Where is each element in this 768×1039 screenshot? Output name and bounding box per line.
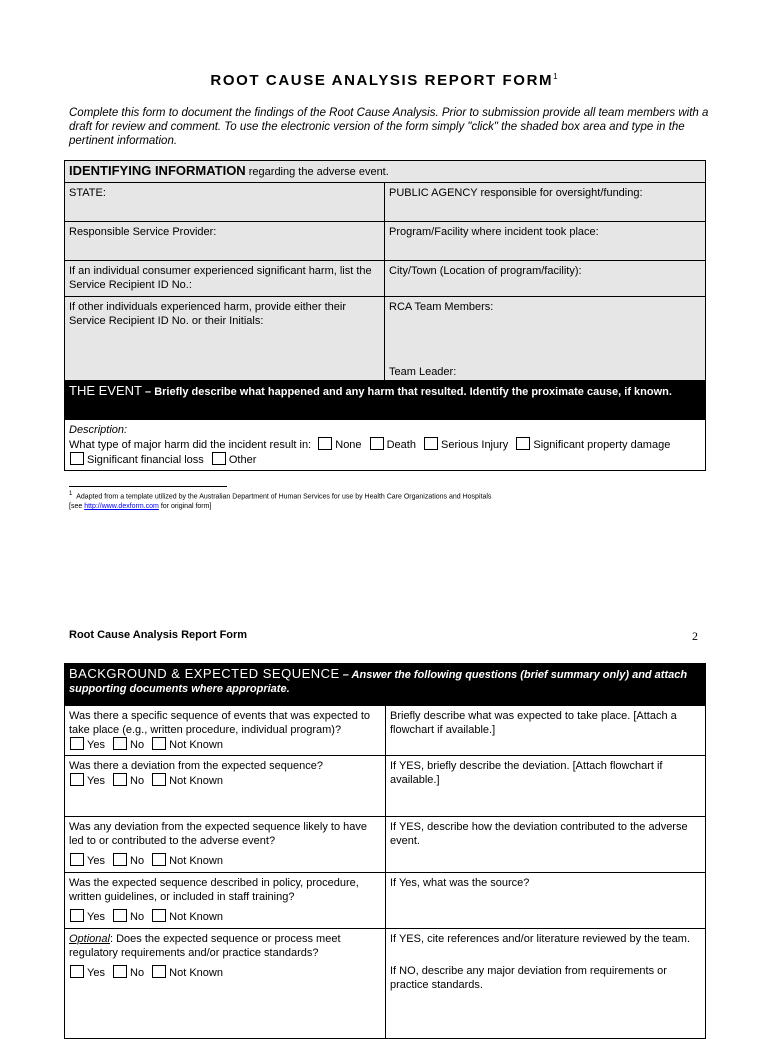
footnote-text: for original form] — [158, 503, 212, 511]
answer-no[interactable] — [112, 965, 144, 980]
identifying-table — [64, 160, 706, 471]
checkbox-icon[interactable] — [70, 853, 84, 866]
sequence-question-2 — [65, 756, 386, 817]
sequence-followup-5[interactable] — [386, 929, 706, 1039]
title-footnote-mark: 1 — [553, 72, 558, 81]
harm-question-text: What type of major harm did the incident result in: — [69, 439, 312, 451]
sequence-followup-1[interactable]: Briefly describe what was expected to take place. [Attach a flowchart if available.] — [386, 706, 706, 756]
footnote-line-2 — [69, 502, 491, 512]
optional-label: Optional — [69, 933, 110, 945]
question-text: Was the expected sequence described in policy, procedure, written guidelines, or included in staff training? — [69, 877, 359, 903]
checkbox-icon[interactable] — [70, 773, 84, 786]
footnote — [69, 489, 491, 512]
background-table — [64, 663, 706, 1039]
checkbox-icon[interactable] — [152, 773, 166, 786]
rca-team-members-label: RCA Team Members: — [389, 301, 494, 313]
checkbox-icon[interactable] — [212, 452, 226, 465]
checkbox-icon[interactable] — [113, 853, 127, 866]
answer-label: No — [130, 855, 145, 867]
event-description-label: Description: — [69, 424, 128, 436]
answer-label: No — [130, 967, 145, 979]
answer-label: Not Known — [169, 775, 223, 787]
sequence-question-4 — [65, 873, 386, 929]
answer-options — [69, 773, 381, 788]
public-agency-field[interactable]: PUBLIC AGENCY responsible for oversight/funding: — [385, 183, 706, 222]
sequence-question-1 — [65, 706, 386, 756]
followup-yes-text: If YES, cite references and/or literature reviewed by the team. — [390, 933, 691, 945]
footnote-text: Adapted from a template utilized by the Australian Department of Human Services for use by Health Care Organizations and Hospitals — [76, 493, 492, 501]
followup-no-text: If NO, describe any major deviation from requirements or practice standards. — [390, 965, 667, 991]
answer-yes[interactable] — [69, 737, 105, 752]
footnote-mark: 1 — [69, 491, 73, 497]
identifying-header-suffix: regarding the adverse event. — [245, 166, 389, 178]
answer-yes[interactable] — [69, 773, 105, 788]
answer-label: Not Known — [169, 911, 223, 923]
form-title-text: ROOT CAUSE ANALYSIS REPORT FORM — [210, 72, 554, 89]
answer-no[interactable] — [112, 773, 144, 788]
form-title — [0, 72, 768, 89]
checkbox-icon[interactable] — [152, 909, 166, 922]
footnote-text: [see — [69, 503, 85, 511]
harm-option-label: Significant financial loss — [87, 454, 204, 466]
checkbox-icon[interactable] — [113, 773, 127, 786]
answer-options — [69, 909, 381, 924]
program-facility-field[interactable]: Program/Facility where incident took place: — [385, 222, 706, 261]
harm-option-property-damage[interactable] — [515, 439, 670, 451]
answer-yes[interactable] — [69, 965, 105, 980]
harm-option-financial-loss[interactable] — [69, 452, 204, 467]
answer-no[interactable] — [112, 909, 144, 924]
harm-option-label: Serious Injury — [441, 439, 509, 451]
answer-label: Yes — [87, 775, 105, 787]
harm-option-none[interactable] — [317, 437, 361, 452]
sequence-followup-2[interactable]: If YES, briefly describe the deviation. [Attach flowchart if available.] — [386, 756, 706, 817]
checkbox-icon[interactable] — [318, 437, 332, 450]
checkbox-icon[interactable] — [152, 965, 166, 978]
answer-label: Not Known — [169, 855, 223, 867]
answer-not-known[interactable] — [151, 773, 223, 788]
answer-label: Yes — [87, 967, 105, 979]
question-text: Was there a deviation from the expected sequence? — [69, 760, 323, 772]
sequence-followup-3[interactable]: If YES, describe how the deviation contributed to the adverse event. — [386, 817, 706, 873]
answer-not-known[interactable] — [151, 965, 223, 980]
answer-no[interactable] — [112, 737, 144, 752]
question-body: : Does the expected sequence or process meet regulatory requirements and/or practice standards? — [69, 933, 341, 959]
answer-label: Yes — [87, 911, 105, 923]
answer-yes[interactable] — [69, 909, 105, 924]
checkbox-icon[interactable] — [424, 437, 438, 450]
dexform-link[interactable]: http://www.dexform.com — [84, 503, 159, 511]
answer-label: Yes — [87, 739, 105, 751]
question-text — [69, 932, 381, 960]
answer-label: No — [130, 911, 145, 923]
other-individuals-field[interactable]: If other individuals experienced harm, provide either their Service Recipient ID No. or their Initials: — [65, 297, 385, 381]
identifying-header-title: IDENTIFYING INFORMATION — [69, 163, 246, 178]
footnote-line-1 — [69, 489, 491, 502]
answer-label: Not Known — [169, 739, 223, 751]
harm-option-label: Significant property damage — [533, 439, 671, 451]
checkbox-icon[interactable] — [113, 737, 127, 750]
checkbox-icon[interactable] — [152, 853, 166, 866]
background-header-desc: – Answer the following questions (brief summary only) and attach supporting documents where appropriate. — [69, 669, 688, 695]
checkbox-icon[interactable] — [370, 437, 384, 450]
city-town-field[interactable]: City/Town (Location of program/facility): — [385, 261, 706, 297]
answer-options — [69, 737, 381, 752]
answer-label: No — [130, 775, 145, 787]
identifying-header — [65, 161, 706, 183]
checkbox-icon[interactable] — [113, 909, 127, 922]
harm-option-label: Death — [386, 439, 416, 451]
harm-option-serious-injury[interactable] — [423, 437, 508, 452]
event-header — [65, 381, 706, 420]
harm-option-other[interactable] — [211, 452, 257, 467]
harm-option-label: None — [335, 439, 362, 451]
footnote-divider — [69, 486, 227, 487]
background-header-title: BACKGROUND & EXPECTED SEQUENCE — [69, 666, 340, 681]
answer-yes[interactable] — [69, 853, 105, 868]
answer-not-known[interactable] — [151, 853, 223, 868]
state-field[interactable]: STATE: — [65, 183, 385, 222]
answer-label: No — [130, 739, 145, 751]
sequence-question-5 — [65, 929, 386, 1039]
answer-options — [69, 853, 381, 868]
event-header-desc: – Briefly describe what happened and any harm that resulted. Identify the proximate cause, if known. — [141, 386, 672, 398]
rca-team-field[interactable] — [385, 297, 706, 381]
sequence-question-3 — [65, 817, 386, 873]
checkbox-icon[interactable] — [70, 737, 84, 750]
question-text: Was there a specific sequence of events that was expected to take place (e.g., written procedure, individual program)? — [69, 710, 371, 736]
harm-type-question — [69, 437, 701, 467]
harm-option-label: Other — [228, 454, 257, 466]
running-header: Root Cause Analysis Report Form — [69, 629, 248, 641]
answer-not-known[interactable] — [151, 909, 223, 924]
checkbox-icon[interactable] — [113, 965, 127, 978]
answer-options — [69, 965, 381, 980]
harm-option-death[interactable] — [369, 437, 416, 452]
background-header — [65, 664, 706, 706]
page-number: 2 — [692, 629, 698, 643]
checkbox-icon[interactable] — [70, 965, 84, 978]
service-provider-field[interactable]: Responsible Service Provider: — [65, 222, 385, 261]
checkbox-icon[interactable] — [70, 452, 84, 465]
answer-not-known[interactable] — [151, 737, 223, 752]
service-recipient-id-field[interactable]: If an individual consumer experienced significant harm, list the Service Recipient ID No.: — [65, 261, 385, 297]
event-header-title: THE EVENT — [69, 383, 142, 398]
form-instructions: Complete this form to document the findings of the Root Cause Analysis. Prior to submission provide all team members with a draft for review and comment. To use the electronic version of the form simply "click" the shaded box area and type in the pertinent information. — [69, 107, 709, 147]
event-description-cell[interactable] — [65, 420, 706, 471]
question-text: Was any deviation from the expected sequence likely to have led to or contributed to the adverse event? — [69, 821, 367, 847]
answer-label: Yes — [87, 855, 105, 867]
answer-label: Not Known — [169, 967, 223, 979]
sequence-followup-4[interactable]: If Yes, what was the source? — [386, 873, 706, 929]
checkbox-icon[interactable] — [152, 737, 166, 750]
team-leader-label: Team Leader: — [389, 366, 457, 378]
checkbox-icon[interactable] — [516, 437, 530, 450]
answer-no[interactable] — [112, 853, 144, 868]
checkbox-icon[interactable] — [70, 909, 84, 922]
